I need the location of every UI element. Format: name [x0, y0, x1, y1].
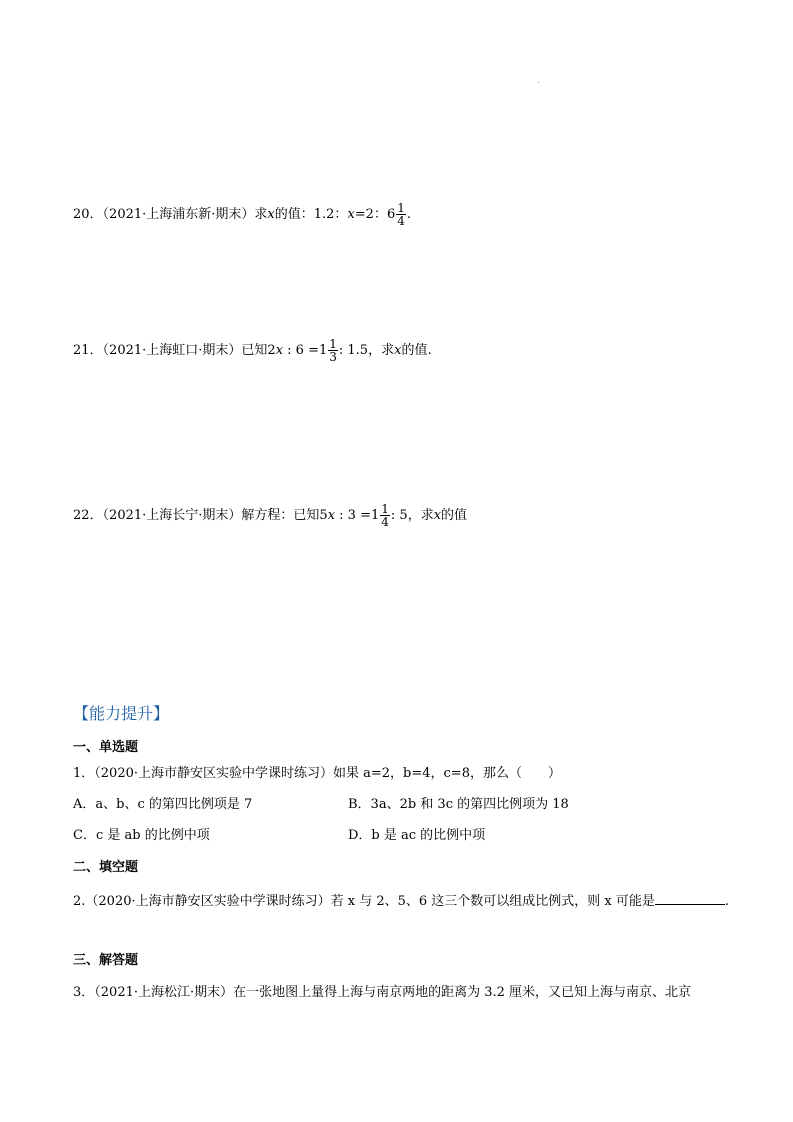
mc1-stem: 1．（2020·上海市静安区实验中学课时练习）如果 a=2，b=4，c=8，那么（ ）	[73, 766, 561, 781]
question-22: 22．（2021·上海长宁·期末）解方程：已知5x : 3 =1 $\frac{1}{4}$ : 5，求x的值	[73, 502, 468, 529]
scan-dot	[538, 82, 539, 83]
answer-blank	[655, 891, 725, 905]
question-21: 21．（2021·上海虹口·期末）已知2x : 6 =1 $\frac{1}{3}$ : 1.5，求x的值.	[73, 337, 432, 364]
mc1-options-row1	[73, 797, 773, 813]
mc1-option-c: C．c 是 ab 的比例中项	[73, 828, 210, 843]
ability-heading: 【能力提升】	[73, 704, 170, 723]
section-answer: 三、解答题	[73, 953, 139, 968]
mc1-option-d: D．b 是 ac 的比例中项	[348, 828, 486, 843]
section-fill-blank: 二、填空题	[73, 860, 139, 875]
fill2-question: 2.（2020·上海市静安区实验中学课时练习）若 x 与 2、5、6 这三个数可以组成比例式，则 x 可能是 .	[73, 891, 729, 910]
fraction: $\frac{1}{4}$	[397, 201, 405, 228]
fraction: $\frac{1}{4}$	[381, 502, 389, 529]
q3-question: 3．（2021·上海松江·期末）在一张地图上量得上海与南京两地的距离为 3.2 厘米，又已知上海与南京、北京	[73, 985, 692, 1000]
mc1-options-row2	[73, 828, 773, 844]
question-20: 20．（2021·上海浦东新·期末）求x的值：1.2：x=2：6 $\frac{1}{4}$ .	[73, 201, 411, 228]
mc1-option-a: A．a、b、c 的第四比例项是 7	[73, 797, 253, 812]
fraction: $\frac{1}{3}$	[329, 337, 337, 364]
section-single-choice: 一、单选题	[73, 740, 139, 755]
mc1-option-b: B．3a、2b 和 3c 的第四比例项为 18	[348, 797, 569, 812]
